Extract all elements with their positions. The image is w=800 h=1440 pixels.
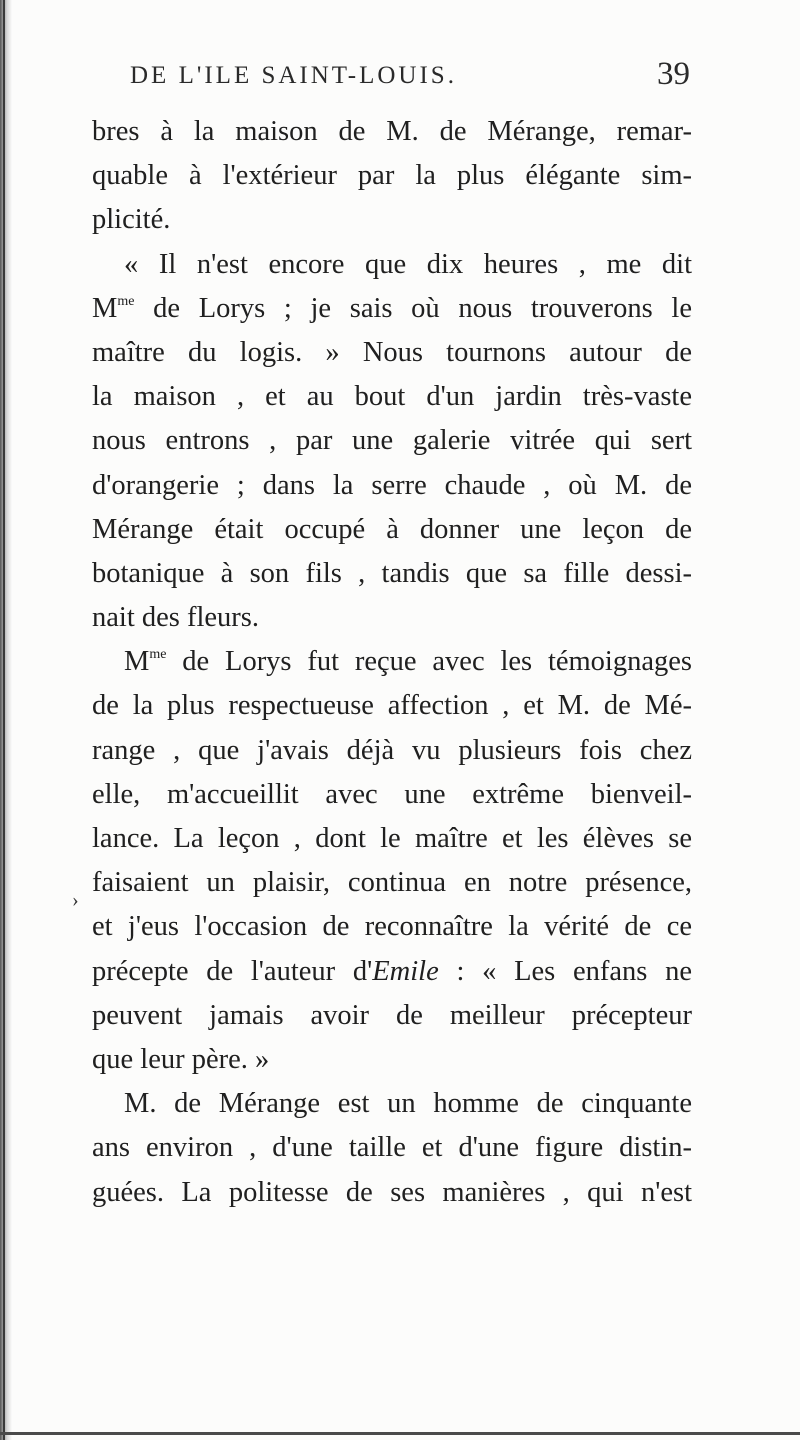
text-line: guées. La politesse de ses manières , qui n'est	[92, 1176, 692, 1208]
page-binding-edge	[3, 0, 5, 1440]
body-text	[92, 110, 692, 1215]
text-line: quable à l'extérieur par la plus élégante sim-	[92, 160, 692, 192]
text-line: d'orangerie ; dans la serre chaude , où M. de	[92, 469, 692, 501]
text-line: que leur père. »	[92, 1043, 270, 1075]
text-line: range , que j'avais déjà vu plusieurs fois chez	[92, 734, 692, 766]
page-binding-shadow	[0, 0, 12, 1440]
text-line: et j'eus l'occasion de reconnaître la vérité de ce	[92, 911, 692, 943]
text-line: maître du logis. » Nous tournons autour de	[92, 336, 692, 368]
text-line: nait des fleurs.	[92, 602, 259, 634]
text-line: Mérange était occupé à donner une leçon de	[92, 513, 692, 545]
text-line: lance. La leçon , dont le maître et les élèves se	[92, 823, 692, 854]
text-line: la maison , et au bout d'un jardin très-vaste	[92, 381, 692, 413]
text-line: nous entrons , par une galerie vitrée qui sert	[92, 425, 692, 457]
text-line: faisaient un plaisir, continua en notre présence,	[92, 867, 692, 899]
superscript: me	[149, 647, 167, 663]
text-line: M. de Mérange est un homme de cinquante	[124, 1088, 692, 1120]
margin-mark: ›	[72, 889, 79, 911]
text-line: $M^{me}$ de Lorys ; je sais où nous trouverons le	[92, 292, 692, 324]
superscript: me	[117, 293, 135, 309]
text-line: de la plus respectueuse affection , et M. de Mé-	[92, 690, 692, 722]
text-line: « Il n'est encore que dix heures , me dit	[124, 248, 692, 280]
text-line: botanique à son fils , tandis que sa fille dessi-	[92, 557, 692, 589]
text-line: $M^{me}$ de Lorys fut reçue avec les témoignages	[124, 646, 692, 678]
page-number: 39	[657, 56, 690, 92]
text-line: précepte de l'auteur d'Emile : « Les enfans ne	[92, 955, 692, 987]
page-bottom-edge	[0, 1432, 800, 1435]
text-line: ans environ , d'une taille et d'une figure distin-	[92, 1132, 692, 1164]
italic-title: Emile	[372, 955, 439, 987]
running-head: DE L'ILE SAINT-LOUIS.	[130, 62, 457, 89]
page-header	[130, 56, 690, 96]
text-line: plicité.	[92, 204, 171, 236]
text-line: peuvent jamais avoir de meilleur précepteur	[92, 999, 692, 1031]
text-line: elle, m'accueillit avec une extrême bienveil-	[92, 778, 692, 810]
text-line: bres à la maison de M. de Mérange, remar-	[92, 116, 692, 147]
